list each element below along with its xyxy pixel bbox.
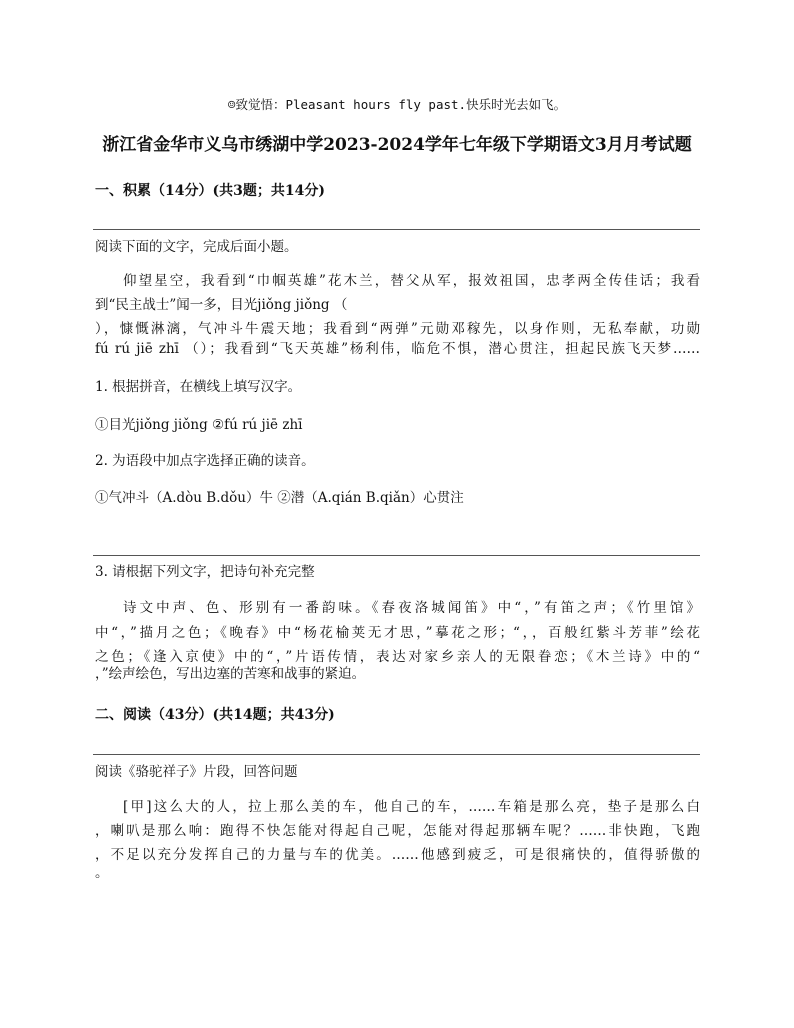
poem-passage-line: 诗文中声、色、形别有一番韵味。《春夜洛城闻笛》中“，”有笛之声；《竹里馆》 bbox=[123, 600, 700, 616]
passage-line: 仰望星空，我看到“巾帼英雄”花木兰，替父从军，报效祖国，忠孝两全传佳话；我看 bbox=[123, 273, 700, 289]
question-1: 1. 根据拼音，在横线上填写汉字。 bbox=[95, 379, 302, 395]
passage-line: 到“民主战士”闻一多，目光jiǒng jiǒng （ bbox=[95, 297, 348, 313]
question-2: 2. 为语段中加点字选择正确的读音。 bbox=[95, 453, 315, 469]
question-2-items: ①气冲斗（A.dòu B.dǒu）牛 ②潜（A.qián B.qiǎn）心贯注 bbox=[95, 490, 464, 506]
excerpt-line: 。 bbox=[95, 865, 109, 881]
poem-passage-line: 之色；《逢入京使》中的“，”片语传情，表达对家乡亲人的无限眷恋；《木兰诗》中的“ bbox=[95, 649, 700, 665]
page-title: 浙江省金华市义乌市绣湖中学2023-2024学年七年级下学期语文3月月考试题 bbox=[102, 135, 692, 155]
reading-instruction: 阅读《骆驼祥子》片段，回答问题 bbox=[95, 764, 298, 780]
excerpt-line: [甲]这么大的人，拉上那么美的车，他自己的车，……车箱是那么亮，垫子是那么白 bbox=[123, 799, 700, 815]
reading-instruction: 阅读下面的文字，完成后面小题。 bbox=[95, 239, 298, 255]
excerpt-line: ，喇叭是那么响：跑得不快怎能对得起自己呢，怎能对得起那辆车呢？……非快跑，飞跑 bbox=[95, 823, 700, 839]
divider bbox=[93, 754, 700, 755]
poem-passage-line: 中“，”描月之色；《晚春》中“杨花榆荚无才思，”摹花之形；“，，百般红紫斗芳菲”绘花 bbox=[95, 625, 700, 641]
question-1-items: ①目光jiǒng jiǒng ②fú rú jiē zhī bbox=[95, 417, 303, 433]
excerpt-line: ，不足以充分发挥自己的力量与车的优美。……他感到疲乏，可是很痛快的，值得骄傲的 bbox=[95, 847, 700, 863]
section-heading-accumulation: 一、积累（14分）(共3题；共14分) bbox=[95, 183, 325, 199]
poem-passage-line: ，”绘声绘色，写出边塞的苦寒和战事的紧迫。 bbox=[95, 666, 366, 682]
section-heading-reading: 二、阅读（43分）(共14题；共43分) bbox=[95, 707, 335, 723]
divider bbox=[93, 555, 700, 556]
passage-line: ），慷慨淋漓，气冲斗牛震天地；我看到“两弹”元勋邓稼先，以身作则，无私奉献，功勋 bbox=[95, 321, 700, 337]
passage-line: fú rú jiē zhī （）；我看到“飞天英雄”杨利伟，临危不惧，潜心贯注，担起民族飞天梦…… bbox=[95, 341, 700, 357]
motto-banner: ☺致觉悟：Pleasant hours fly past.快乐时光去如飞。 bbox=[227, 97, 567, 112]
question-3: 3. 请根据下列文字，把诗句补充完整 bbox=[95, 564, 315, 580]
divider bbox=[93, 229, 700, 230]
